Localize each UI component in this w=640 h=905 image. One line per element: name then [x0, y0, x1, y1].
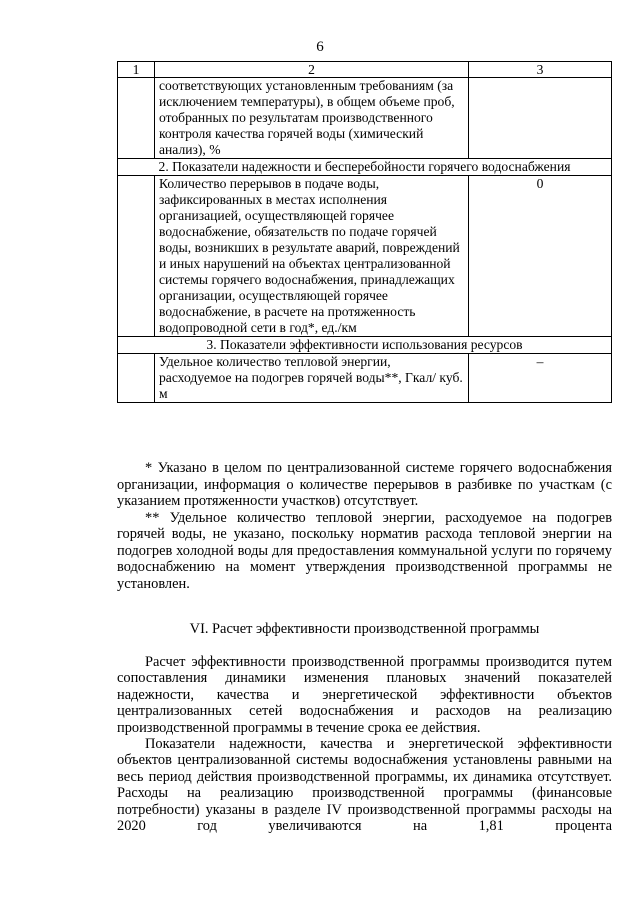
- header-col-3: 3: [469, 62, 612, 78]
- table-row: [118, 176, 612, 337]
- page-number: 6: [316, 39, 324, 55]
- section-vi-body: [117, 654, 612, 834]
- indicator-value-cell: –: [469, 354, 612, 403]
- footnote-1: * Указано в целом по централизованной системе горячего водоснабжения организации, информация о количестве перерывов в разбивке по участкам (с указанием протяженности участков) отсутствует.: [117, 460, 612, 509]
- row-number-cell: [118, 354, 155, 403]
- indicator-name-cell: Количество перерывов в подаче воды, зафиксированных в местах исполнения организацией, осуществляющей горячее водоснабжение, обязательств по подаче горячей воды, возникших в результате аварий, повреждений и иных нарушений на объектах централизованной системы горячего водоснабжения, принадлежащих организации, осуществляющей горячее водоснабжение, в расчете на протяженность водопроводной сети в год*, ед./км: [155, 176, 469, 337]
- footnotes: [117, 460, 612, 592]
- indicator-name-cell: соответствующих установленным требованиям (за исключением температуры), в общем объеме проб, отобранных по результатам производственного контроля качества горячей воды (химический анализ), %: [155, 78, 469, 159]
- footnote-2: ** Удельное количество тепловой энергии, расходуемое на подогрев горячей воды, не указано, поскольку норматив расхода тепловой энергии на подогрев холодной воды для предоставления коммунальной услуги по горячему водоснабжению на момент утверждения производственной программы не установлен.: [117, 509, 612, 592]
- indicator-value-cell: [469, 78, 612, 159]
- table-section-row: [118, 159, 612, 176]
- section-3-title: 3. Показатели эффективности использования ресурсов: [118, 337, 612, 354]
- header-col-2: 2: [155, 62, 469, 78]
- row-number-cell: [118, 176, 155, 337]
- table-row: [118, 354, 612, 403]
- table-row: [118, 78, 612, 159]
- indicator-value-cell: 0: [469, 176, 612, 337]
- table-header-row: [118, 62, 612, 78]
- header-col-1: 1: [118, 62, 155, 78]
- indicators-table: [117, 61, 612, 403]
- section-vi-heading: VI. Расчет эффективности производственной программы: [189, 621, 540, 637]
- section-2-title: 2. Показатели надежности и бесперебойности горячего водоснабжения: [118, 159, 612, 176]
- row-number-cell: [118, 78, 155, 159]
- section-vi-paragraph-1: Расчет эффективности производственной программы производится путем сопоставления динамики изменения плановых значений показателей надежности, качества и энергетической эффективности объектов централизованных сетей водоснабжения и расходов на реализацию производственной программы в течение срока ее действия.: [117, 654, 612, 736]
- section-vi-paragraph-2: Показатели надежности, качества и энергетической эффективности объектов централизованной системы водоснабжения установлены равными на весь период действия производственной программы, их динамика отсутствует. Расходы на реализацию производственной программы (финансовые потребности) указаны в разделе IV производственной программы расходы на 2020 год увеличиваются на 1,81 процента: [117, 736, 612, 835]
- table-section-row: [118, 337, 612, 354]
- indicator-name-cell: Удельное количество тепловой энергии, расходуемое на подогрев горячей воды**, Гкал/ куб. м: [155, 354, 469, 403]
